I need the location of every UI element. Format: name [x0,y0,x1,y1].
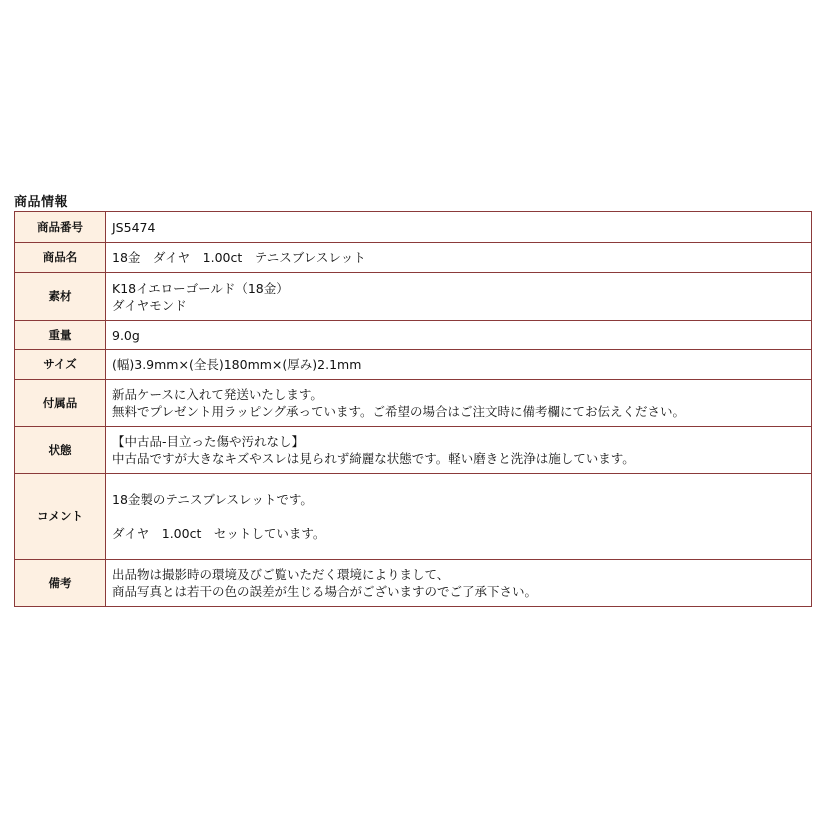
condition-line: 【中古品-目立った傷や汚れなし】 [112,434,305,449]
row-label: コメント [15,474,106,560]
table-row-remarks [15,560,812,607]
row-label: 重量 [15,321,106,350]
condition-line: 中古品ですが大きなキズやスレは見られず綺麗な状態です。軽い磨きと洗浄は施しています。 [112,451,635,466]
remarks-line: 出品物は撮影時の環境及びご覧いただく環境によりまして、 [112,567,450,582]
material-line: ダイヤモンド [112,297,187,313]
row-value [106,380,812,427]
row-label: 備考 [15,560,106,607]
row-label: 商品番号 [15,212,106,243]
product-info-table [14,211,812,607]
table-row-product-number [15,212,812,243]
row-value [106,560,812,607]
row-value [106,427,812,474]
comment-line: ダイヤ 1.00ct セットしています。 [112,526,326,541]
comment-line: 18金製のテニスブレスレットです。 [112,492,313,507]
table-row-weight [15,321,812,350]
table-row-size [15,350,812,380]
row-label: 商品名 [15,243,106,273]
product-number: JS5474 [112,219,156,235]
material-line: K18イエローゴールド（18金） [112,280,289,296]
row-value [106,212,812,243]
accessories-line: 新品ケースに入れて発送いたします。 [112,387,323,402]
table-row-material [15,273,812,321]
product-name: 18金 ダイヤ 1.00ct テニスブレスレット [112,250,366,265]
row-value [106,273,812,321]
section-title: 商品情報 [14,195,69,210]
table-row-accessories [15,380,812,427]
row-value [106,474,812,560]
table-row-comment [15,474,812,560]
row-label: 状態 [15,427,106,474]
row-value [106,321,812,350]
weight-value: 9.0g [112,327,140,343]
row-label: サイズ [15,350,106,380]
row-value [106,243,812,273]
table-row-product-name [15,243,812,273]
spacer [112,508,805,525]
accessories-line: 無料でプレゼント用ラッピング承っています。ご希望の場合はご注文時に備考欄にてお伝えください。 [112,404,686,419]
row-label: 付属品 [15,380,106,427]
remarks-line: 商品写真とは若干の色の誤差が生じる場合がございますのでご了承下さい。 [112,584,538,599]
row-label: 素材 [15,273,106,321]
row-value [106,350,812,380]
table-row-condition [15,427,812,474]
size-value: (幅)3.9mm×(全長)180mm×(厚み)2.1mm [112,357,362,372]
